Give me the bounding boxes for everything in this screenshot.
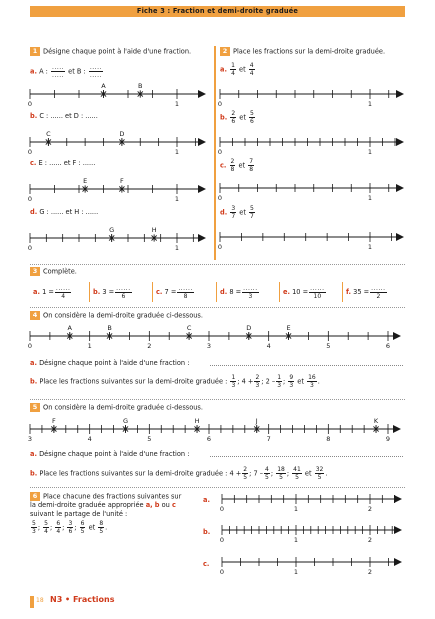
ex3-item-d[interactable]: d. 8 = $\frac{......}{3}$: [216, 282, 260, 302]
ex3-item-c[interactable]: c. 7 = $\frac{......}{8}$: [152, 282, 195, 302]
tick-label: 3: [27, 435, 33, 443]
tick-label: 1: [293, 505, 299, 513]
ex4-title: On considère la demi-droite graduée ci-dessous.: [43, 311, 203, 320]
tick-label: 4: [87, 435, 92, 443]
tick-label: 0: [217, 194, 223, 202]
arrow-head: [396, 138, 404, 146]
point-label: H: [194, 417, 200, 425]
point-label: B: [138, 82, 143, 90]
tick-label: 1: [174, 148, 180, 156]
ex5-question-b: b. Place les fractions suivantes sur la demi-droite graduée : 4 + $\frac{2}{5}$ ; 7 – $\frac{4}{5}$ ; $\frac{18}{5}$ ; $\frac{41}{5}$ et $\frac{32}{5}$ .: [30, 466, 328, 481]
tick-label: 2: [367, 505, 373, 513]
point-label: G: [122, 417, 128, 425]
point-label: G: [109, 226, 115, 234]
tick-label: 0: [217, 100, 223, 108]
tick-label: 2: [367, 568, 373, 576]
ex2-title: Place les fractions sur la demi-droite graduée.: [233, 47, 386, 56]
tick-label: 9: [385, 435, 391, 443]
ex3-number: 3: [30, 267, 40, 276]
ex1-item-c: c. E : ...... et F : ......: [30, 159, 96, 167]
point-label: C: [46, 130, 51, 138]
point-label: E: [83, 177, 88, 185]
footer-bar: [30, 596, 34, 608]
point-label: H: [151, 226, 157, 234]
arrow-head: [393, 332, 401, 340]
ex5-number: 5: [30, 403, 40, 412]
ex3-item-b[interactable]: b. 3 = $\frac{......}{6}$: [89, 282, 133, 302]
tick-label: 2: [367, 536, 373, 544]
arrow-head: [198, 90, 206, 98]
arrow-head: [394, 558, 402, 566]
ex1-item-b: b. C : ...... et D : ......: [30, 112, 98, 120]
tick-label: 0: [219, 568, 225, 576]
tick-label: 1: [293, 536, 299, 544]
point-label: A: [67, 324, 73, 332]
ex2-number: 2: [220, 47, 230, 56]
tick-label: 2: [147, 342, 152, 350]
footer-title: N3 • Fractions: [50, 595, 115, 604]
tick-label: 1: [367, 148, 373, 156]
tick-label: 1: [174, 195, 180, 203]
ex1-item-a: a. A : $\frac{.....}{.....}$ et B : $\frac{.....}{.....}$: [30, 64, 102, 79]
point-label: F: [120, 177, 124, 185]
blank-fraction[interactable]: $\frac{.....}{.....}$: [89, 64, 102, 79]
tick-label: 1: [367, 243, 373, 251]
tick-label: 0: [217, 243, 223, 251]
arrow-head: [198, 138, 206, 146]
point-label: E: [286, 324, 291, 332]
ex6-fractions: $\frac{5}{3}$ ; $\frac{5}{4}$ ; $\frac{6}{4}$ ; $\frac{3}{6}$ ; $\frac{6}{5}$ et $\frac{8}{5}$ .: [32, 520, 108, 535]
ex2-item-c: c. $\frac{2}{8}$ et $\frac{7}{8}$: [220, 158, 254, 173]
tick-label: 1: [174, 100, 180, 108]
tick-label: 0: [27, 342, 33, 350]
ex4-number: 4: [30, 311, 40, 320]
tick-label: 0: [27, 100, 33, 108]
ex4-question-b: b. Place les fractions suivantes sur la demi-droite graduée : $\frac{1}{3}$ ; 4 + $\frac{2}{3}$ ; 2 – $\frac{1}{3}$ ; $\frac{9}{3}$ et $\frac{16}{3}$ .: [30, 374, 320, 389]
point-label: J: [255, 417, 258, 425]
ex6-line-c-label: c.: [203, 560, 210, 568]
tick-label: 6: [385, 342, 391, 350]
ex1-title: Désigne chaque point à l'aide d'une fraction.: [43, 47, 192, 56]
ex3-item-e[interactable]: e. 10 = $\frac{......}{10}$: [279, 282, 327, 302]
tick-label: 7: [266, 435, 271, 443]
ex6-heading: 6 Place chacune des fractions suivantes sur la demi-droite graduée appropriée a, b ou c suivant le partage de l'unité :: [30, 492, 182, 518]
point-label: B: [107, 324, 112, 332]
arrow-head: [394, 495, 402, 503]
tick-label: 1: [87, 342, 92, 350]
ex3-item-f[interactable]: f. 35 = $\frac{......}{2}$: [342, 282, 388, 302]
ex2-item-d: d. $\frac{3}{7}$ et $\frac{5}{7}$: [220, 205, 254, 220]
tick-label: 8: [326, 435, 331, 443]
tick-label: 6: [206, 435, 212, 443]
blank-fraction[interactable]: $\frac{.....}{.....}$: [52, 64, 65, 79]
arrow-head: [393, 425, 401, 433]
tick-label: 4: [266, 342, 271, 350]
ex5-question-a: a. Désigne chaque point à l'aide d'une fraction :: [30, 450, 405, 458]
arrow-head: [396, 184, 404, 192]
tick-label: 5: [147, 435, 152, 443]
point-label: K: [373, 417, 379, 425]
ex2-item-b: b. $\frac{2}{6}$ et $\frac{5}{6}$: [220, 110, 254, 125]
arrow-head: [198, 185, 206, 193]
ex4-question-a: a. Désigne chaque point à l'aide d'une fraction :: [30, 359, 405, 367]
ex2-item-a: a. $\frac{1}{4}$ et $\frac{4}{4}$: [220, 62, 254, 77]
ex3-title: Complète.: [43, 267, 77, 276]
ex6-line-b-label: b.: [203, 528, 211, 536]
arrow-head: [396, 233, 404, 241]
tick-label: 0: [27, 195, 33, 203]
tick-label: 0: [27, 148, 33, 156]
point-label: C: [186, 324, 192, 332]
tick-label: 0: [27, 244, 33, 252]
arrow-head: [396, 90, 404, 98]
ex6-number: 6: [30, 492, 40, 501]
tick-label: 0: [219, 505, 225, 513]
ex3-item-a[interactable]: a. 1 = $\frac{......}{4}$: [33, 284, 71, 300]
tick-label: 5: [326, 342, 331, 350]
ex5-title: On considère la demi-droite graduée ci-dessous.: [43, 403, 203, 412]
ex6-line-a-label: a.: [203, 496, 210, 504]
tick-label: 1: [367, 100, 373, 108]
page-number: 18: [36, 597, 44, 604]
tick-label: 1: [367, 194, 373, 202]
ex1-item-d: d. G : ...... et H : ......: [30, 208, 99, 216]
arrow-head: [394, 526, 402, 534]
point-label: A: [101, 82, 106, 90]
tick-label: 0: [217, 148, 223, 156]
arrow-head: [198, 234, 206, 242]
sheet-title: Fiche 3 : Fraction et demi-droite graduée: [30, 6, 405, 17]
tick-label: 3: [206, 342, 212, 350]
tick-label: 1: [293, 568, 299, 576]
point-label: D: [246, 324, 252, 332]
ex1-number: 1: [30, 47, 40, 56]
point-label: D: [119, 130, 125, 138]
tick-label: 0: [219, 536, 225, 544]
tick-label: 1: [174, 244, 180, 252]
point-label: F: [51, 417, 56, 425]
